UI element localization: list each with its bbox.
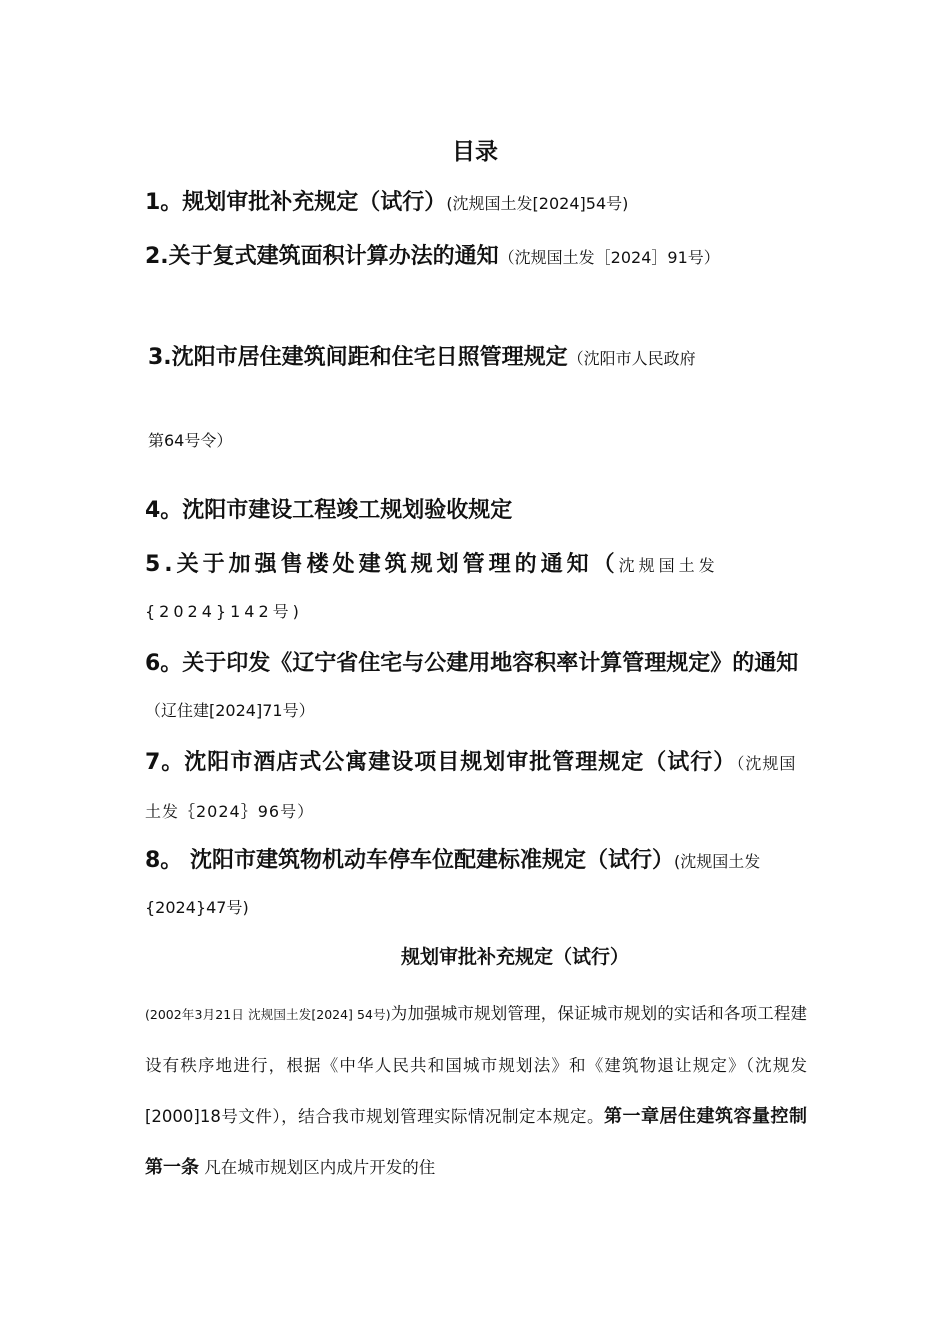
toc-item-2-title: 2.关于复式建筑面积计算办法的通知 bbox=[145, 244, 499, 269]
toc-item-2 bbox=[145, 234, 807, 281]
toc-item-1-ref: (沈规国土发[2024]54号) bbox=[446, 194, 629, 213]
issue-date-reference: (2002年3月21日 沈规国土发[2024] 54号) bbox=[145, 1007, 391, 1022]
toc-item-7 bbox=[145, 739, 807, 836]
intro-paragraph: 为加强城市规划管理，保证城市规划的实话和各项工程建设有秩序地进行，根据《中华人民共和国城市规划法》和《建筑物退让规定》（沈规发[2000]18号文件），结合我市规划管理实际情况制定本规定。 bbox=[145, 1004, 808, 1126]
toc-item-8-ref: (沈规国土发{2024}47号) bbox=[145, 852, 761, 917]
toc-item-3-ref-end: 第64号令） bbox=[148, 431, 233, 450]
toc-item-3-ref: （沈阳市人民政府 bbox=[567, 349, 696, 368]
toc-item-8-title: 8。 沈阳市建筑物机动车停车位配建标准规定（试行） bbox=[145, 848, 674, 873]
section-title: 规划审批补充规定（试行） bbox=[400, 946, 629, 968]
toc-item-6 bbox=[145, 641, 807, 734]
toc-item-7-ref: （沈规国土发｛2024｝96号） bbox=[145, 754, 797, 821]
toc-item-5 bbox=[145, 542, 807, 635]
toc-item-5-title: 5.关于加强售楼处建筑规划管理的通知（ bbox=[145, 552, 619, 577]
toc-item-6-title: 6。关于印发《辽宁省住宅与公建用地容积率计算管理规定》的通知 bbox=[145, 651, 799, 676]
section-body bbox=[145, 988, 807, 1193]
toc-item-4-title: 4。沈阳市建设工程竣工规划验收规定 bbox=[145, 498, 513, 523]
toc-item-6-ref: （辽住建[2024]71号） bbox=[145, 701, 315, 720]
toc-item-8 bbox=[145, 838, 807, 931]
article-text: 凡在城市规划区内成片开发的住 bbox=[199, 1158, 436, 1177]
toc-item-7-title: 7。沈阳市酒店式公寓建设项目规划审批管理规定（试行） bbox=[145, 750, 737, 775]
toc-item-3-title: 3.沈阳市居住建筑间距和住宅日照管理规定 bbox=[148, 345, 568, 370]
toc-item-3-ref-continued bbox=[148, 426, 810, 456]
toc-item-1-title: 1。规划审批补充规定（试行） bbox=[145, 190, 447, 215]
toc-item-3 bbox=[148, 340, 810, 377]
chapter-heading: 第一章居住建筑容量控制第一条 bbox=[145, 1106, 807, 1178]
toc-item-4 bbox=[145, 493, 807, 530]
toc-item-2-ref: （沈规国土发［2024］91号） bbox=[498, 248, 720, 267]
toc-item-1 bbox=[145, 186, 807, 221]
toc-item-5-ref: 沈规国土发{2024}142号) bbox=[145, 556, 719, 621]
toc-title: 目录 bbox=[452, 139, 498, 165]
